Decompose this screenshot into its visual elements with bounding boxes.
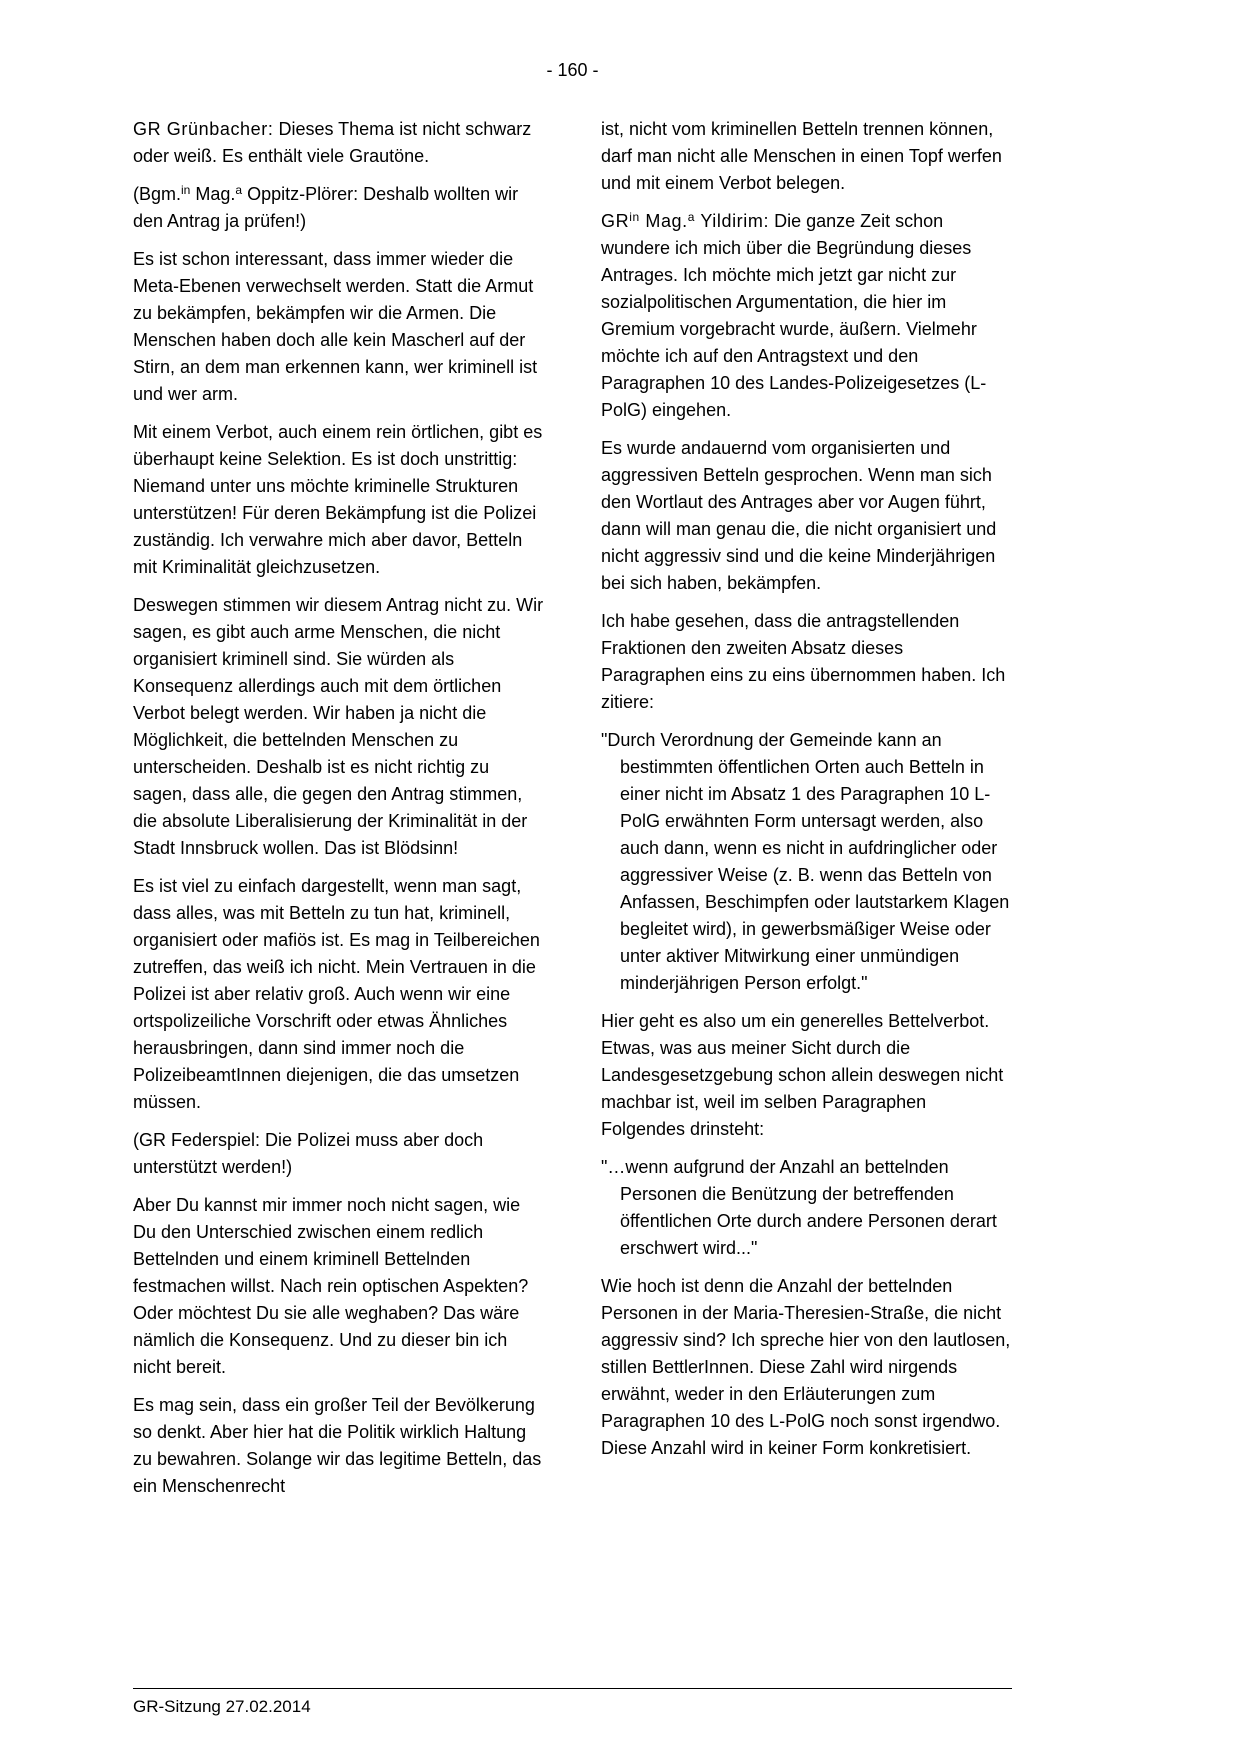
speaker-name: GR Grünbacher: xyxy=(133,119,274,139)
paragraph xyxy=(133,592,544,862)
paragraph xyxy=(133,1392,544,1500)
paragraph xyxy=(133,1192,544,1381)
page-footer xyxy=(133,1688,1012,1718)
superscript: in xyxy=(181,183,191,197)
text-run: Oppitz-Plörer: Deshalb wollten wir den Antrag ja prüfen!) xyxy=(133,184,519,231)
paragraph xyxy=(601,116,1012,197)
left-column xyxy=(133,116,544,1511)
speaker-name: Mag. xyxy=(639,211,688,231)
paragraph xyxy=(133,873,544,1116)
text-run: Mit einem Verbot, auch einem rein örtlichen, gibt es überhaupt keine Selektion. Es ist doch unstrittig: Niemand unter uns möchte kriminelle Strukturen unterstützen! Für deren Bekämpfung ist die Polizei zuständig. Ich verwahre mich aber davor, Betteln mit Kriminalität gleichzusetzen. xyxy=(133,422,543,577)
text-run: Hier geht es also um ein generelles Bettelverbot. Etwas, was aus meiner Sicht durch die Landesgesetzgebung schon allein deswegen nicht machbar ist, weil im selben Paragraphen Folgendes drinsteht: xyxy=(601,1011,1004,1139)
text-columns xyxy=(133,116,1012,1511)
paragraph xyxy=(601,1273,1012,1462)
superscript: a xyxy=(235,183,243,197)
paragraph xyxy=(601,608,1012,716)
text-run: Es ist viel zu einfach dargestellt, wenn man sagt, dass alles, was mit Betteln zu tun hat, kriminell, organisiert oder mafiös ist. Es mag in Teilbereichen zutreffen, das weiß ich nicht. Mein Vertrauen in die Polizei ist aber relativ groß. Auch wenn wir eine ortspolizeiliche Vorschrift oder etwas Ähnliches herausbringen, dann sind immer noch die PolizeibeamtInnen diejenigen, die das umsetzen müssen. xyxy=(133,876,540,1112)
text-run: Mag. xyxy=(190,184,236,204)
quote-paragraph xyxy=(601,1154,1012,1262)
paragraph xyxy=(601,435,1012,597)
text-run: Deswegen stimmen wir diesem Antrag nicht zu. Wir sagen, es gibt auch arme Menschen, die nicht organisiert kriminell sind. Sie würden als Konsequenz allerdings auch mit dem örtlichen Verbot belegt werden. Wir haben ja nicht die Möglichkeit, die bettelnden Menschen zu unterscheiden. Deshalb ist es nicht richtig zu sagen, dass alle, die gegen den Antrag stimmen, die absolute Liberalisierung der Kriminalität in der Stadt Innsbruck wollen. Das ist Blödsinn! xyxy=(133,595,544,858)
text-run: Aber Du kannst mir immer noch nicht sagen, wie Du den Unterschied zwischen einem redlich Bettelnden und einem kriminell Bettelnden festmachen willst. Nach rein optischen Aspekten? Oder möchtest Du sie alle weghaben? Das wäre nämlich die Konsequenz. Und zu dieser bin ich nicht bereit. xyxy=(133,1195,529,1377)
paragraph xyxy=(601,1008,1012,1143)
paragraph xyxy=(601,208,1012,424)
speaker-name-superscript: a xyxy=(687,210,696,224)
footer-text: GR-Sitzung 27.02.2014 xyxy=(133,1697,311,1716)
paragraph xyxy=(133,181,544,235)
text-run: Dieses Thema ist nicht schwarz oder weiß. Es enthält viele Grautöne. xyxy=(133,119,532,166)
paragraph xyxy=(133,246,544,408)
text-run: ist, nicht vom kriminellen Betteln trennen können, darf man nicht alle Menschen in einen Topf werfen und mit einem Verbot belegen. xyxy=(601,119,1002,193)
text-run: "Durch Verordnung der Gemeinde kann an bestimmten öffentlichen Orten auch Betteln in einer nicht im Absatz 1 des Paragraphen 10 L-PolG erwähnten Form untersagt werden, also auch dann, wenn es nicht in aufdringlicher oder aggressiver Weise (z. B. wenn das Betteln von Anfassen, Beschimpfen oder lautstarkem Klagen begleitet wird), in gewerbsmäßiger Weise oder unter aktiver Mitwirkung einer unmündigen minderjährigen Person erfolgt." xyxy=(601,730,1010,993)
page-number: - 160 - xyxy=(546,60,599,80)
quote-paragraph xyxy=(601,727,1012,997)
speaker-name: GR xyxy=(601,211,630,231)
text-run: (GR Federspiel: Die Polizei muss aber doch unterstützt werden!) xyxy=(133,1130,484,1177)
text-run: Es wurde andauernd vom organisierten und aggressiven Betteln gesprochen. Wenn man sich den Wortlaut des Antrages aber vor Augen führt, dann will man genau die, die nicht organisiert und nicht aggressiv sind und die keine Minderjährigen bei sich haben, bekämpfen. xyxy=(601,438,997,593)
paragraph xyxy=(133,419,544,581)
paragraph xyxy=(133,1127,544,1181)
speaker-name: Yildirim: xyxy=(695,211,770,231)
text-run: Wie hoch ist denn die Anzahl der bettelnden Personen in der Maria-Theresien-Straße, die nicht aggressiv sind? Ich spreche hier von den lautlosen, stillen BettlerInnen. Diese Zahl wird nirgends erwähnt, weder in den Erläuterungen zum Paragraphen 10 des L-PolG noch sonst irgendwo. Diese Anzahl wird in keiner Form konkretisiert. xyxy=(601,1276,1011,1458)
text-run: "…wenn aufgrund der Anzahl an bettelnden Personen die Benützung der betreffenden öffentlichen Orte durch andere Personen derart erschwert wird..." xyxy=(601,1157,997,1258)
text-run: Ich habe gesehen, dass die antragstellenden Fraktionen den zweiten Absatz dieses Paragraphen eins zu eins übernommen haben. Ich zitiere: xyxy=(601,611,1006,712)
speaker-name-superscript: in xyxy=(629,210,640,224)
text-run: Es mag sein, dass ein großer Teil der Bevölkerung so denkt. Aber hier hat die Politik wirklich Haltung zu bewahren. Solange wir das legitime Betteln, das ein Menschenrecht xyxy=(133,1395,542,1496)
text-run: (Bgm. xyxy=(133,184,182,204)
text-run: Die ganze Zeit schon wundere ich mich über die Begründung dieses Antrages. Ich möchte mich jetzt gar nicht zur sozialpolitischen Argumentation, die hier im Gremium vorgebracht wurde, äußern. Vielmehr möchte ich auf den Antragstext und den Paragraphen 10 des Landes-Polizeigesetzes (L-PolG) eingehen. xyxy=(601,211,987,420)
text-run: Es ist schon interessant, dass immer wieder die Meta-Ebenen verwechselt werden. Statt die Armut zu bekämpfen, bekämpfen wir die Armen. Die Menschen haben doch alle kein Mascherl auf der Stirn, an dem man erkennen kann, wer kriminell ist und wer arm. xyxy=(133,249,538,404)
paragraph xyxy=(133,116,544,170)
right-column xyxy=(601,116,1012,1473)
